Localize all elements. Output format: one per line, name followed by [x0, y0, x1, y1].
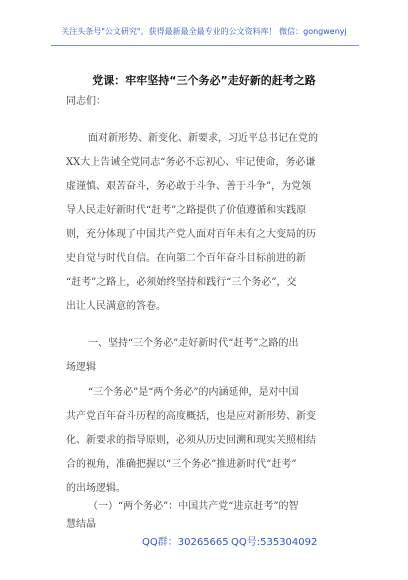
subsection-heading: （一）“两个务必”：中国共产党“进京赶考”的智: [88, 501, 299, 512]
body-line: “赶考”之路上，必须始终坚持和践行“三个务必”，交: [66, 277, 297, 288]
subsection-heading-cont: 慧结晶: [66, 519, 96, 530]
body-line: XX大上告诫全党同志“务必不忘初心、牢记使命，务必谦: [66, 157, 316, 168]
body-line: 史自觉与时代自信。在向第二个百年奋斗目标前进的新: [66, 253, 306, 264]
qq-group-text: QQ群：30265665: [142, 537, 229, 548]
body-line: 出让人民满意的答卷。: [66, 301, 166, 312]
body-line: 的出场逻辑。: [66, 483, 126, 494]
section-heading-cont: 场逻辑: [66, 362, 96, 373]
header-divider: [51, 45, 359, 46]
body-line: 导人民走好新时代“赶考”之路提供了价值遵循和实践原: [66, 205, 307, 216]
section-heading: 一、坚持“三个务必”走好新时代“赶考”之路的出: [88, 338, 299, 349]
salutation-line: 同志们：: [66, 96, 106, 107]
body-line: 共产党百年奋斗历程的高度概括，也是应对新形势、新变: [66, 411, 316, 422]
body-line: “三个务必”是“两个务必”的内涵延伸，是对中国: [88, 387, 299, 398]
body-line: 虚谨慎、艰苦奋斗，务必敢于斗争、善于斗争”，为党领: [66, 181, 312, 192]
footer-contact: [0, 533, 408, 547]
document-title: 党课：牢牢坚持“三个务必”走好新的赶考之路: [92, 74, 316, 87]
body-line: 面对新形势、新变化、新要求，习近平总书记在党的: [88, 133, 318, 144]
header-promo-note: 关注头条号"公文研究"，获得最新最全最专业的公文资料库！ 微信：gongwenyj: [61, 27, 347, 36]
qq-number-text: QQ号:535304092: [231, 537, 318, 548]
body-line: 化、新要求的指导原则，必须从历史回溯和现实关照相结: [66, 435, 316, 446]
body-line: 则，充分体现了中国共产党人面对百年未有之大变局的历: [66, 229, 316, 240]
body-line: 合的视角，准确把握以“三个务必”推进新时代“赶考”: [66, 459, 297, 470]
